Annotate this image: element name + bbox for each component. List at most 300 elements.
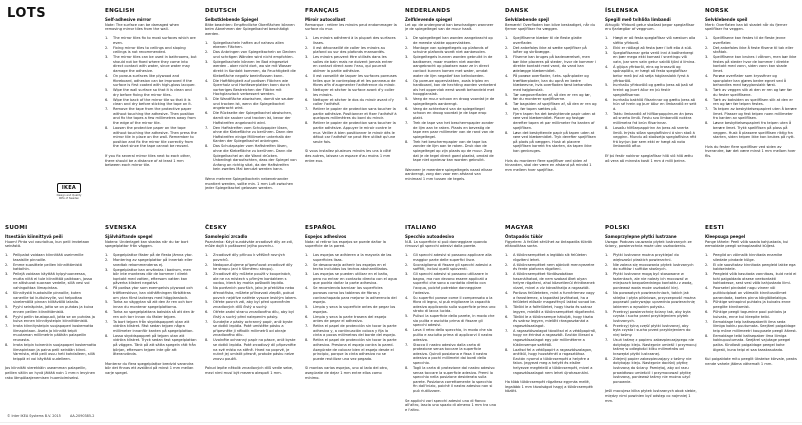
product-heading: Samoprzylepne płytki lustrzane: [605, 234, 677, 239]
step-text: Uvolněte ochranný papír na pásce, aniž byste se dotkli lepidla. Poté zrcadlový díl připevněte na své místo na stěně. Hned na poprvé, je nutné jej umístit přesně, protože pásku nelze znovu použít.: [213, 338, 296, 361]
step-text: Retira el papel de protección sin tocar la parte adhesiva y, a continuación coloca y fija la cinta a pocos milímetros del borde del espejo.: [313, 324, 397, 338]
step-text: Die Haftfähigkeit auf porösen Flächen wie Sperrholz und Hartfaserplatten kann durch vorheriges Bestreichen der Fläche mit Hochglanzlack verbessert werden.: [213, 78, 290, 97]
instruction-step: [505, 93, 597, 102]
instruction-step: [305, 36, 397, 45]
instruction-step: [305, 315, 397, 324]
step-number: 4.: [505, 290, 509, 295]
language-section-íslenska: [605, 8, 697, 167]
step-text: Das Schutzpapier vom Haftstreifen lösen, ohne die Klebefläche zu berühren. Dann die Spiegelkachel an die Wand drücken. Unbedingt daraufachten, dass der Spiegel von Anfang an richtig sitzt, da der Haftstreifen kein zweites Mal benutzt werden kann.: [213, 144, 297, 172]
step-text: Retirer le papier de protection sans toucher la partie adhésive. Appuyer le miroir contre le mur. Veiller à bien positionner le miroir dès le début car l'adhésif ne peut être utilisé qu'une seule fois.: [313, 121, 396, 144]
instruction-step: [505, 329, 597, 347]
step-number: 3.: [505, 55, 509, 60]
step-number: 7.: [305, 324, 309, 329]
warning-note: Poznámka: Když sundáváte zrcadlové díly ze zdi, může dojít k poškození jejího povrchu.: [205, 239, 293, 249]
instruction-step: [605, 51, 697, 65]
instruction-step: [505, 102, 597, 111]
instruction-step: [605, 272, 697, 290]
instruction-step: [605, 357, 697, 385]
step-number: 3.: [705, 55, 709, 60]
step-number: 3.: [605, 272, 609, 277]
step-text: A tükörcsempéket nem ajánlott mennyezetre és ferde plafonra rögzíteni.: [513, 262, 595, 272]
instruction-step: [205, 79, 297, 97]
step-number: 7.: [405, 342, 409, 347]
step-number: 3.: [205, 59, 209, 64]
product-heading: Miroir autocollant: [305, 17, 346, 22]
step-text: Tørk av veggen slik at den er ren og tørr før du fester speilflisene.: [713, 88, 792, 97]
step-number: 4.: [405, 78, 409, 83]
step-text: Das Anbringen von Spiegelkacheln an Decken und schrägen Wänden wird nicht empfohlen.: [213, 50, 296, 59]
instruction-step: [105, 268, 197, 286]
instruction-step: [605, 263, 697, 272]
step-text: Die Wandfläche abwischen, damit sie sauber und trocken ist, wenn die Spiegelkachel angebracht wird.: [213, 97, 294, 111]
language-heading: ČESKY: [205, 225, 227, 231]
instruction-step: [705, 310, 797, 319]
spacing-note: Jos kiinnität vierekkäin useamman palapeilin, peilien väliin on hyvä jättää noin 1 mm:n levyinen rako lämpölaajenemisen huomioimiseksi.: [5, 366, 96, 380]
step-text: Porøse overflater som kryssfiner og sponplater kan gjøres bedre egnet ved å behandles med høyglanslakk først.: [713, 73, 787, 88]
instruction-step: [505, 348, 597, 376]
step-text: Tørk av baksiden av speilflisen slik at den er ren og tørr før teipen festes.: [713, 97, 793, 107]
language-section-italiano: [405, 225, 497, 416]
instruction-step: [105, 98, 197, 107]
step-number: 1.: [705, 252, 709, 257]
instruction-step: [605, 126, 697, 149]
step-number: 5.: [605, 309, 609, 314]
step-number: 6.: [305, 97, 309, 102]
step-number: 2.: [105, 45, 109, 50]
instruction-step: [305, 107, 397, 121]
step-number: 5.: [605, 83, 609, 88]
step-text: Eemaldage teip kaitsepaberilt ilma seda liimiga kokku puutumata. Seejärel paigaldage teip mõne millimeetri kaugusele peegli äärest.: [713, 319, 797, 333]
language-section-español: [305, 225, 397, 384]
warning-note: Uwaga: Podczas usuwania płytek lustrzanych ze ściany, powierzchnia może ulec uszkodzeniu.: [605, 239, 692, 249]
step-number: 6.: [205, 310, 209, 315]
instruction-list: [205, 41, 297, 172]
instruction-step: [705, 36, 797, 45]
step-number: 2.: [5, 262, 9, 267]
product-heading: Espejos adhesivos: [305, 234, 347, 239]
instruction-list: [605, 36, 697, 149]
step-text: Montage van spiegeltegels op plafonds of schuine plafonds wordt niet aanbevolen.: [413, 45, 489, 55]
instruction-step: [5, 272, 97, 290]
product-heading: Öntapadós tükör: [505, 234, 543, 239]
instruction-step: [105, 300, 197, 309]
step-text: Ta teipen av beskyttelsespapiret uten å berøre limet. Plasser og fest teipen noen millimeter fra kanten av speilflisen.: [713, 107, 797, 121]
step-number: 5.: [205, 300, 209, 305]
step-text: Płytki lustrzane mogą być stosowane w łazienkach, ale nie należy ich mocować w miejscach bezpośredniego kontaktu z wodą, ponieważ woda może uszkodzić klej.: [613, 272, 693, 290]
spacing-note: Hvis du monterer flere spejlfliser ved siden af hinanden, skal der være en afstand på mindst 1 mm mellem hver spejlflise.: [505, 158, 592, 172]
step-number: 1.: [605, 35, 609, 40]
step-number: 1.: [505, 35, 509, 40]
step-text: Gli specchi adesivi si possono utilizzare in bagno, ma non devono essere applicati a superfici che sono a contatto diretto con l'acqua, poiché potrebbe danneggiare l'adesivo.: [413, 272, 489, 295]
language-section-norsk: [705, 8, 797, 162]
step-text: Peegleid võib kasutada vannitoas, kuid neid ei tohi paigaldada otsese veekontakti kohtadesse, sest vesi võib kahjustada liimi.: [713, 272, 797, 286]
warning-note: Note: The surface can be damaged when removing mirror tiles from the wall.: [105, 22, 180, 32]
step-text: Les miroirs adhèrent à la plupart des surfaces lisses.: [313, 35, 396, 45]
warning-note: Figyelem: A felület sérülhet az öntapadós tükrök eltávolítása során.: [505, 239, 593, 249]
step-text: Togli la carta di protezione dal nastro adesivo senza toccare la superficie adesiva. Premi lo specchio nella posizione desiderata sulla parete. Posiziona correttamente lo specchio fin dall'inizio, poiché il nastro adesivo non si può riutilizzare.: [413, 365, 495, 393]
warning-note: Bitte beachten: Empfindliche Oberflächen können beim Abnehmen der Spiegelkachel beschädigt werden.: [205, 22, 295, 36]
step-text: Il est déconseillé de coller les miroirs au plafond ou sur des plafonds mansardés.: [313, 45, 386, 55]
spacing-note: Si montas varios espejos, uno al lado del otro, asegúrate de dejar 1 mm entre ellos como mínimo.: [305, 366, 389, 380]
instruction-step: [305, 88, 397, 97]
step-number: 5.: [705, 88, 709, 93]
instruction-list: [405, 36, 497, 163]
step-text: Nie zaleca się mocowania płytek lustrzanych do sufitów i sufitów skośnych.: [613, 262, 694, 272]
step-number: 5.: [705, 300, 709, 305]
step-number: 1.: [705, 35, 709, 40]
language-section-česky: [205, 225, 297, 379]
instruction-step: [305, 121, 397, 144]
step-number: 4.: [5, 290, 9, 295]
step-number: 6.: [505, 314, 509, 319]
language-heading: ESPAÑOL: [305, 225, 336, 231]
language-section-eesti: [705, 225, 797, 370]
spacing-note: If you fix several mirror tiles next to each other, there should be a distance of at least 1 mm between each mirror tile.: [105, 153, 192, 168]
step-number: 2.: [305, 262, 309, 267]
language-heading: DEUTSCH: [205, 8, 237, 14]
step-number: 5.: [105, 300, 109, 305]
step-text: Tør bagsiden af spejlflisen af, så den er ren og tør, før tapen sættes på.: [513, 102, 597, 111]
step-text: Veeg de muur schoon en droog voordat je de spiegeltegels aanbrengt.: [413, 97, 495, 106]
product-heading: Selvklebende speil: [705, 17, 748, 22]
step-text: Kiinnitystä huokoisille pinnoille, kuten vanerille tai kuitulevylle, voi helpottaa sivelemällä pinnan kiiltävällä lakalla.: [13, 290, 82, 305]
instruction-list: [505, 36, 597, 154]
step-text: Irrota teipin toinenkin suojapaperi koskematta liimapintaan ja paina peili seinään kiinni. Varmista, että peili osuu heti kohdalleen, sillä teippiä ei voi käyttää uudelleen.: [13, 343, 97, 361]
step-number: 3.: [205, 272, 209, 277]
instruction-step: [705, 55, 797, 73]
instruction-step: [405, 140, 497, 163]
step-text: Speilflisene kan festes til de fleste jevne overflater.: [713, 35, 786, 45]
step-text: Løsne beskyttelsespapiret fra teipen uten å berøre limet. Trykk speilflisen på plass på veggen. Husk å plassere speilflisen riktig fra starten, siden teipen ikke kan brukes på nytt.: [713, 121, 795, 140]
instruction-step: [705, 253, 797, 262]
step-text: Retira el papel de protección sin tocar la parte adhesiva. Presiona el espejo contra la pared. Asegúrate de colocar bien el espejo desde el principio, porque la cinta adhesiva no se puede reutilizar una vez pegada.: [313, 338, 397, 361]
step-number: 8.: [405, 365, 409, 370]
instruction-list: [105, 36, 197, 149]
instruction-step: [205, 338, 297, 361]
step-text: Il est conseillé de laquer les surfaces poreuses telles que le contreplaqué et les panneaux de fibres afin d'augmenter l'adhérence du miroir.: [313, 73, 397, 88]
instruction-step: [605, 46, 697, 51]
instruction-step: [305, 338, 397, 361]
instruction-step: [305, 324, 397, 338]
instruction-step: [305, 253, 397, 262]
instruction-step: [105, 320, 197, 334]
instruction-step: [105, 55, 197, 73]
instruction-step: [505, 291, 597, 305]
step-number: 8.: [605, 356, 609, 361]
warning-note: Remarque : retirer les miroirs peut endommager la surface du mur.: [305, 22, 397, 32]
step-text: Spegelplattor fäster på de flesta jämna ytor.: [113, 252, 193, 257]
step-number: 8.: [705, 121, 709, 126]
instruction-step: [205, 310, 297, 319]
step-number: 1.: [605, 252, 609, 257]
product-heading: Kleepsuga peegel: [705, 234, 746, 239]
step-text: Spiegelkacheln haften auf nahezu allen ebenen Flächen.: [213, 40, 284, 50]
product-heading: Samolepicí zrcadlo: [205, 234, 248, 239]
step-number: 4.: [205, 286, 209, 291]
step-number: 6.: [105, 310, 109, 315]
instruction-step: [605, 112, 697, 126]
step-number: 2.: [205, 262, 209, 267]
step-number: 1.: [405, 35, 409, 40]
instruction-step: [105, 126, 197, 149]
instruction-step: [205, 253, 297, 262]
step-number: 3.: [405, 55, 409, 60]
language-heading: DANSK: [505, 8, 529, 14]
instruction-step: [705, 74, 797, 88]
step-number: 7.: [505, 328, 509, 333]
instruction-step: [405, 263, 497, 272]
step-text: Płytki lustrzane można przyklejać do większości płaskich powierzchni.: [613, 252, 679, 262]
instruction-step: [305, 46, 397, 55]
step-number: 5.: [505, 305, 509, 310]
step-number: 3.: [705, 272, 709, 277]
language-section-polski: [605, 225, 697, 407]
step-number: 8.: [205, 338, 209, 343]
step-text: Peilejä voidaan käyttää kylpyhuoneessa, mutta niitä ei tule kiinnittää paikkaan, jossa ne altistuvat suoraan vedelle, sillä vesi voi vahingoittaa liimapintaa.: [13, 272, 93, 290]
step-text: Retirer le papier de protection sans toucher la partie adhésive. Positionner et fixer l'adhésif à quelques millimètres du bord du miroir.: [313, 107, 397, 121]
instruction-step: [105, 258, 197, 267]
product-heading: Selbstklebende Spiegel: [205, 17, 259, 22]
instruction-step: [605, 253, 697, 262]
logo-caption: Design and Quality IKEA of Sweden: [56, 194, 82, 200]
step-text: Töröld le a tükörcsempe hátulját, hogy tiszta és száraz legyen, mielőtt ráragasztanád a ragasztószalagot.: [513, 314, 593, 328]
step-number: 1.: [505, 252, 509, 257]
step-text: Speilflisene kan brukes i våtrom, men bør ikke festes på steder hvor de kommer i direkte kontakt med vann, siden vann kan skade limet.: [713, 55, 797, 73]
instruction-step: [405, 296, 497, 314]
instruction-step: [205, 41, 297, 50]
instruction-list: [305, 253, 397, 361]
language-heading: FRANÇAIS: [305, 8, 340, 14]
instruction-step: [405, 121, 497, 139]
step-number: 1.: [5, 252, 9, 257]
step-text: Torka av väggytan så att den är ren och torr innan du monterar spegelplattorna.: [113, 300, 193, 310]
step-number: 2.: [505, 262, 509, 267]
step-number: 7.: [105, 107, 109, 112]
document-code: AA-2090385-2: [70, 414, 95, 418]
step-text: Limpia y seca la parte trasera del espejo antes de pegar el adhesivo.: [313, 314, 387, 324]
step-text: Otřete zadní stranu zrcadlového dílu, aby byl čistý a suchý před nalepením pásky.: [213, 310, 294, 319]
instruction-step: [105, 334, 197, 357]
step-number: 2.: [405, 45, 409, 50]
product-heading: Zelfklevende spiegel: [405, 17, 452, 22]
instruction-step: [105, 74, 197, 88]
instruction-step: [205, 50, 297, 59]
instruction-step: [105, 46, 197, 55]
step-text: Gli specchi adesivi si possono applicare alla maggior parte delle superfici lisce.: [413, 252, 492, 262]
instruction-step: [705, 320, 797, 334]
step-text: Limpia y seca la superficie antes de pegar los espejos.: [313, 305, 396, 314]
warning-note: Bemærk! Overfladen kan blive beskadiget, når du fjerner spejlfliser fra væggen.: [505, 22, 595, 32]
instruction-step: [605, 338, 697, 356]
step-number: 2.: [605, 262, 609, 267]
step-text: Veeg de achterkant van de spiegeltegel schoon en droog voordat je de tape erop plakt.: [413, 106, 487, 121]
warning-note: Huom! Pinta voi vaurioitua, kun peili irrotetaan seinästä.: [5, 239, 90, 249]
step-number: 5.: [105, 88, 109, 93]
spacing-note: Wenn mehrere Spiegelkacheln nebeneinander montiert werden, sollte min. 1 mm Luft zwischen jeder Spiegelkachel gelassen werden.: [205, 176, 294, 191]
instruction-step: [605, 65, 697, 83]
instruction-step: [705, 98, 797, 107]
instruction-step: [105, 36, 197, 45]
step-number: 7.: [705, 107, 709, 112]
step-number: 6.: [405, 328, 409, 333]
instruction-step: [705, 121, 797, 139]
step-number: 5.: [305, 88, 309, 93]
instruction-step: [205, 320, 297, 338]
step-text: Sconsigliamo di fissare gli specchi adesivi a soffitti, inclusi quelli spioventi.: [413, 262, 492, 272]
instruction-step: [405, 46, 497, 55]
step-text: Ta bort tejpen från skyddspappret utan att vidröra klistret. Fäst sedan tejpen några millimeter innanför kanten på spegelplattan.: [113, 319, 194, 333]
instruction-step: [205, 300, 297, 309]
step-number: 4.: [405, 295, 409, 300]
step-text: Losaðu hlífðarpappírinn án þess að snerta límið. Þrýstu síðan speglaflísinni á sinn stað á vegginn. Mundu að staðsetja speglaflísina rétt frá byrjun þar sem ekki er hægt að nota límbandið aftur.: [613, 126, 697, 149]
language-heading: NORSK: [705, 8, 729, 14]
step-number: 2.: [305, 45, 309, 50]
step-number: 3.: [605, 50, 609, 55]
step-number: 6.: [305, 314, 309, 319]
ikea-logo-text: IKEA: [61, 185, 77, 191]
instruction-step: [705, 263, 797, 272]
step-number: 7.: [405, 121, 409, 126]
instruction-step: [305, 263, 397, 272]
instruction-step: [305, 305, 397, 314]
step-text: Zrcadlové díly přilnou k většině rovných povrchů.: [213, 252, 286, 262]
step-text: Loosen the protective paper on the tape without touching the adhesive. Then press the mirror tile in place on the wall. Remember to position and fix the mirror tile correctly from the start since the tape cannot be reused.: [113, 126, 197, 149]
step-text: På porösa ytor som exempelvis plywood och träfiberskivor, kan vidhäftningen förbättras om ytan först lackeras med högglanslack.: [113, 286, 193, 300]
instruction-list: [305, 36, 397, 144]
step-text: Þurrkaðu yfirborðið og gættu þess að það sé hreint og þurrt áður en þú festir speglaflísarnar.: [613, 83, 694, 97]
step-text: Emme suosittele peilien kiinnittämistä kattoihin.: [13, 262, 82, 272]
step-number: 6.: [5, 314, 9, 319]
product-heading: Spegill með tvíhliða límbandi: [605, 17, 671, 22]
instruction-step: [5, 305, 97, 314]
step-text: Los espejos se adhieren a la mayoría de las superficies lisas.: [313, 252, 392, 262]
language-heading: SUOMI: [5, 225, 28, 231]
step-number: 6.: [105, 97, 109, 102]
instruction-step: [505, 112, 597, 130]
language-section-english: [105, 8, 197, 171]
language-heading: POLSKI: [605, 225, 630, 231]
step-text: Lossa skyddspappret på tejpen utan att vidröra klistret. Tryck sedan fast spegelplattan på väggen. Tänk på att sätta spegeln rätt från början, eftersom tejpen inte går att återanvända.: [113, 333, 197, 357]
step-text: Na porézních površích, jako je překližka nebo dřevotříska, můžete přilnavost zlepšit, pokud povrch nejdříve natřete vysoce lesklým lakem.: [213, 286, 297, 300]
step-text: Zrcadlové díly můžete použít v koupelnách, ale ne na místech s přímým kontaktem s vodou, která by mohla poškodit lepidlo.: [213, 272, 292, 286]
step-text: Det anbefales ikke å feste flisene til tak eller skråtak.: [713, 45, 794, 55]
instruction-step: [605, 36, 697, 45]
instruction-step: [205, 144, 297, 172]
step-text: Þurrkaðu bakhlið flísarinnar og gættu þess að hún sé hrein og þurr áður en límbandið er sett á.: [613, 97, 697, 111]
language-heading: ENGLISH: [105, 8, 135, 14]
instruction-step: [405, 107, 497, 121]
instruction-step: [605, 324, 697, 338]
instruction-step: [205, 126, 297, 144]
step-text: Spiegelkacheln können im Bad eingesetzt werden - aber nicht dort, wo sie mit Wasser direkt in Kontakt kommen, da Feuchtigkeit die Klebefläche negativ beeinflussen kann.: [213, 59, 296, 78]
step-number: 3.: [305, 272, 309, 277]
step-number: 2.: [705, 45, 709, 50]
step-text: Fixing mirror tiles to ceilings and sloping ceilings is not recommended.: [113, 45, 186, 55]
step-text: Die Rückseite der Spiegelkachel abwischen, damit sie sauber und trocken ist, bevor der Haftstreifen angebracht wird.: [213, 111, 293, 125]
spacing-note: Si vous installez plusieurs miroirs les uns à côté des autres, laissez un espace d'au moins 1 mm entre eux.: [305, 149, 391, 163]
warning-note: Athugið: Yfirborð getur skaðast þegar speglaflísar eru fjarlægðar af veggnum.: [605, 22, 695, 32]
step-text: Los espejos se pueden utilizar en el baño, pero no entrar en contacto directo con el agua que podría dañar la parte adhesiva.: [313, 272, 397, 286]
step-number: 1.: [205, 252, 209, 257]
product-heading: Self-adhesive mirror: [105, 17, 152, 22]
instruction-step: [5, 324, 97, 342]
bottom-divider: [0, 422, 802, 423]
step-number: 5.: [505, 92, 509, 97]
step-number: 3.: [105, 267, 109, 272]
step-text: Spejlfliserne klæber til de fleste glatte overflader.: [513, 35, 582, 45]
step-number: 1.: [405, 252, 409, 257]
step-text: Ei ole soovitatav kinnitada peegleid lakke ega kaldseintele.: [713, 262, 796, 272]
instruction-step: [5, 291, 97, 305]
step-number: 8.: [505, 347, 509, 352]
language-heading: ITALIANO: [405, 225, 437, 231]
instruction-step: [205, 286, 297, 300]
step-number: 7.: [105, 319, 109, 324]
step-number: 8.: [605, 126, 609, 130]
spacing-note: Hvis du fester flere speilfliser ved siden av hverandre, bør det være minst 1 mm mellom hver flis.: [705, 144, 796, 158]
language-heading: MAGYAR: [505, 225, 534, 231]
step-text: On porous surfaces like plywood and fibreboard, adhesion can be improved if the surface is first coated with high-gloss lacquer.: [113, 73, 196, 88]
step-text: Remove the tape from the protective paper without touching the adhesive. Then position and fix the tapes a few millimetres away from the edge of the mirror tile.: [113, 107, 196, 126]
spacing-note: Se applichi vari specchi adesivi uno di fianco all'altro, lascia uno spazio di almeno 1 mm tra uno e l'altro.: [405, 398, 497, 412]
step-number: 4.: [105, 73, 109, 78]
instruction-step: [705, 272, 797, 286]
instruction-step: [405, 343, 497, 366]
instruction-step: [505, 272, 597, 290]
language-section-dansk: [505, 8, 597, 176]
copyright-text: © Inter IKEA Systems B.V. 2015: [7, 414, 61, 418]
step-text: Pühkige seinapind puhtaks ja kuivaks enne peeglite kinnitamist.: [713, 300, 791, 310]
instruction-step: [305, 74, 397, 88]
instruction-step: [705, 334, 797, 352]
step-text: De spiegeltegel kan worden aangebracht op de meeste vlakke oppervlakken.: [413, 35, 493, 45]
step-text: Na porowatych powierzchniach, takich jak sklejka i płyta pilśniowa, przyczepność można poprawić pokrywając uprzednio powierzchnię lakierem o wysokim połysku.: [613, 290, 696, 309]
instruction-list: [405, 253, 497, 394]
step-number: 3.: [105, 55, 109, 60]
step-text: Irrota kiinnitysteipin suojapaperi koskematta liimapintaan. Aseta ja kiinnitä teipit muutaman millimetrin päähän palapeilin reunasta.: [13, 324, 94, 343]
instruction-step: [605, 310, 697, 324]
spacing-note: Ha több tükörcsempét rögzítesz egymás mellé, legalább 1 mm távolságot hagyj a tükörcsempék között.: [505, 380, 593, 394]
step-text: Su superfici porose come il compensato o la fibra di legno, si può migliorare la capacità adesiva applicando sulla superficie prima uno strato di lacca lucida.: [413, 295, 496, 314]
language-heading: ÍSLENSKA: [605, 8, 639, 14]
step-text: Torka av spegelplattans baksida så att den är ren och torr innan du fäster tejpen.: [113, 310, 195, 319]
instruction-step: [605, 291, 697, 309]
instruction-step: [105, 88, 197, 97]
instruction-step: [505, 253, 597, 262]
language-section-français: [305, 8, 397, 167]
step-text: Peilipalat voidaan kiinnittää useimmille tasaisille pinnoille.: [13, 252, 84, 262]
spacing-note: Wanneer je meerdere spiegeltegels naast elkaar aanbrengt, zorg dan voor een afstand van minimaal 1 mm tussen de tegels.: [405, 167, 493, 181]
step-number: 1.: [305, 35, 309, 40]
step-number: 3.: [5, 272, 9, 277]
step-number: 8.: [305, 338, 309, 343]
instruction-step: [405, 55, 497, 78]
step-text: Løsn det beskyttende papir på tapen uden at røre ved klæbemidlet. Tryk derefter spejlflisen på plads på væggen. Husk at placere spejlflisen korrekt fra starten, da tapen ikke kan genbruges.: [513, 130, 596, 153]
instruction-step: [505, 36, 597, 45]
instruction-step: [305, 55, 397, 73]
instruction-list: [705, 36, 797, 140]
instruction-step: [105, 253, 197, 258]
instruction-step: [205, 97, 297, 111]
step-number: 6.: [505, 102, 509, 107]
step-text: Stacca il nastro adesivo dalla carta di protezione senza toccare la superficie adesiva. Quindi posiziona e fissa il nastro adesivo a pochi millimetri dai bordi dello specchio.: [413, 342, 488, 365]
instruction-step: [505, 315, 597, 329]
step-number: 2.: [505, 45, 509, 50]
instruction-step: [705, 300, 797, 309]
step-number: 4.: [105, 286, 109, 291]
step-text: Det anbefales ikke at sætte spejlfliser på lofter og skråvægge.: [513, 45, 587, 55]
product-heading: Självhäftande spegel: [105, 234, 153, 239]
